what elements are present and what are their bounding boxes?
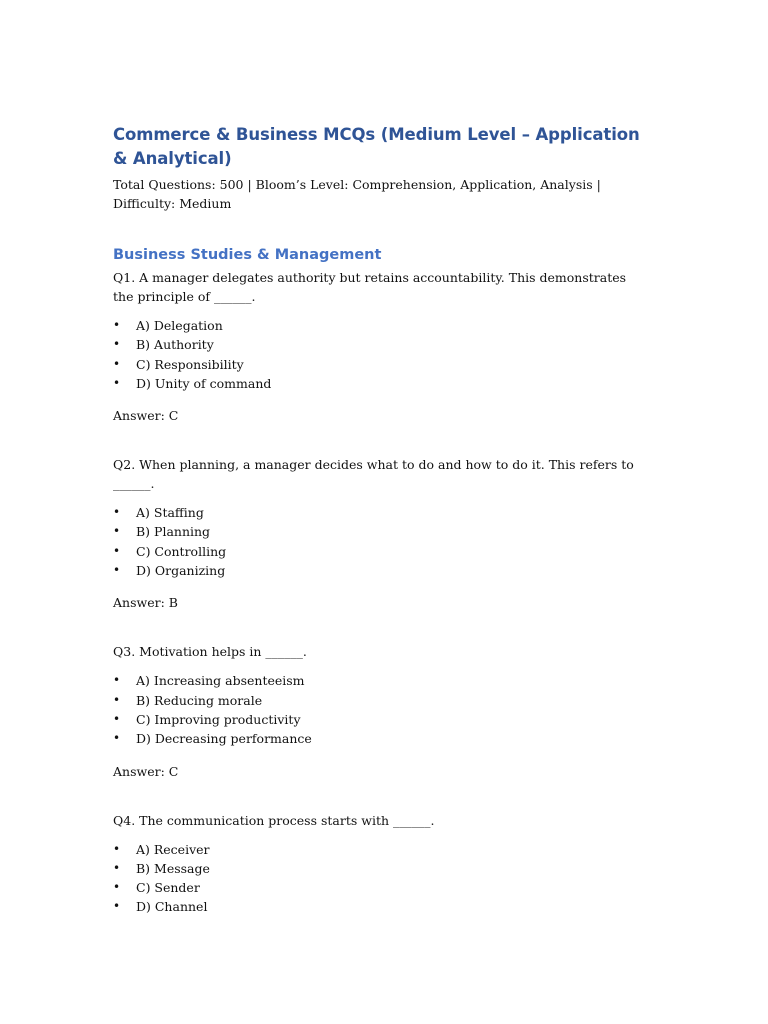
bullet-icon: • xyxy=(113,543,121,558)
question-text: Q4. The communication process starts with ______. xyxy=(113,812,435,828)
option-label: B) Authority xyxy=(136,337,214,353)
question-block-q1 xyxy=(113,268,643,425)
bullet-icon: • xyxy=(113,563,121,578)
bullet-icon: • xyxy=(113,337,121,352)
option-item xyxy=(113,561,643,580)
bullet-icon: • xyxy=(113,899,121,914)
option-item xyxy=(113,840,643,859)
option-item xyxy=(113,859,643,878)
option-label: C) Controlling xyxy=(136,543,227,559)
option-item xyxy=(113,316,643,335)
option-label: C) Improving productivity xyxy=(136,711,301,727)
option-item xyxy=(113,374,643,393)
question-block-q3 xyxy=(113,642,643,780)
option-list xyxy=(113,316,643,393)
option-item xyxy=(113,335,643,354)
bullet-icon: • xyxy=(113,505,121,520)
question-block-q2 xyxy=(113,455,643,612)
option-list xyxy=(113,503,643,580)
option-label: B) Reducing morale xyxy=(136,692,263,708)
option-label: A) Delegation xyxy=(136,318,223,333)
answer-text: Answer: C xyxy=(113,408,179,424)
option-label: A) Staffing xyxy=(136,505,204,521)
bullet-icon: • xyxy=(113,860,121,875)
document-title: Commerce & Business MCQs (Medium Level – Application & Analytical) xyxy=(113,125,640,168)
question-block-q4 xyxy=(113,811,643,917)
bullet-icon: • xyxy=(113,841,121,856)
bullet-icon: • xyxy=(113,731,121,746)
option-label: B) Message xyxy=(136,860,210,876)
option-list xyxy=(113,671,643,748)
answer-text: Answer: C xyxy=(113,763,179,779)
bullet-icon: • xyxy=(113,692,121,707)
answer-text: Answer: B xyxy=(113,595,178,611)
option-list xyxy=(113,840,643,917)
option-label: D) Channel xyxy=(136,899,208,915)
option-item xyxy=(113,542,643,561)
option-item xyxy=(113,691,643,710)
bullet-icon: • xyxy=(113,880,121,895)
option-label: D) Unity of command xyxy=(136,375,272,391)
option-label: D) Decreasing performance xyxy=(136,731,312,747)
option-label: B) Planning xyxy=(136,524,211,540)
bullet-icon: • xyxy=(113,711,121,726)
section-heading: Business Studies & Management xyxy=(113,247,382,263)
option-label: C) Sender xyxy=(136,880,200,896)
option-item xyxy=(113,897,643,916)
option-label: A) Receiver xyxy=(136,841,210,857)
option-item xyxy=(113,729,643,748)
bullet-icon: • xyxy=(113,356,121,371)
option-item xyxy=(113,671,643,690)
bullet-icon: • xyxy=(113,318,121,332)
document-subtitle: Total Questions: 500 | Bloom’s Level: Comprehension, Application, Analysis | Difficulty: Medium xyxy=(113,177,601,211)
document-body xyxy=(113,123,643,917)
question-text: Q3. Motivation helps in ______. xyxy=(113,644,307,660)
option-item xyxy=(113,710,643,729)
option-label: D) Organizing xyxy=(136,563,226,579)
option-label: A) Increasing absenteeism xyxy=(136,673,305,689)
bullet-icon: • xyxy=(113,673,121,688)
option-item xyxy=(113,503,643,522)
option-item xyxy=(113,878,643,897)
option-item xyxy=(113,522,643,541)
option-label: C) Responsibility xyxy=(136,356,244,372)
bullet-icon: • xyxy=(113,375,121,390)
question-text: Q1. A manager delegates authority but retains accountability. This demonstrates the principle of ______. xyxy=(113,270,627,304)
question-text: Q2. When planning, a manager decides what to do and how to do it. This refers to ______. xyxy=(113,457,634,492)
bullet-icon: • xyxy=(113,524,121,539)
option-item xyxy=(113,355,643,374)
